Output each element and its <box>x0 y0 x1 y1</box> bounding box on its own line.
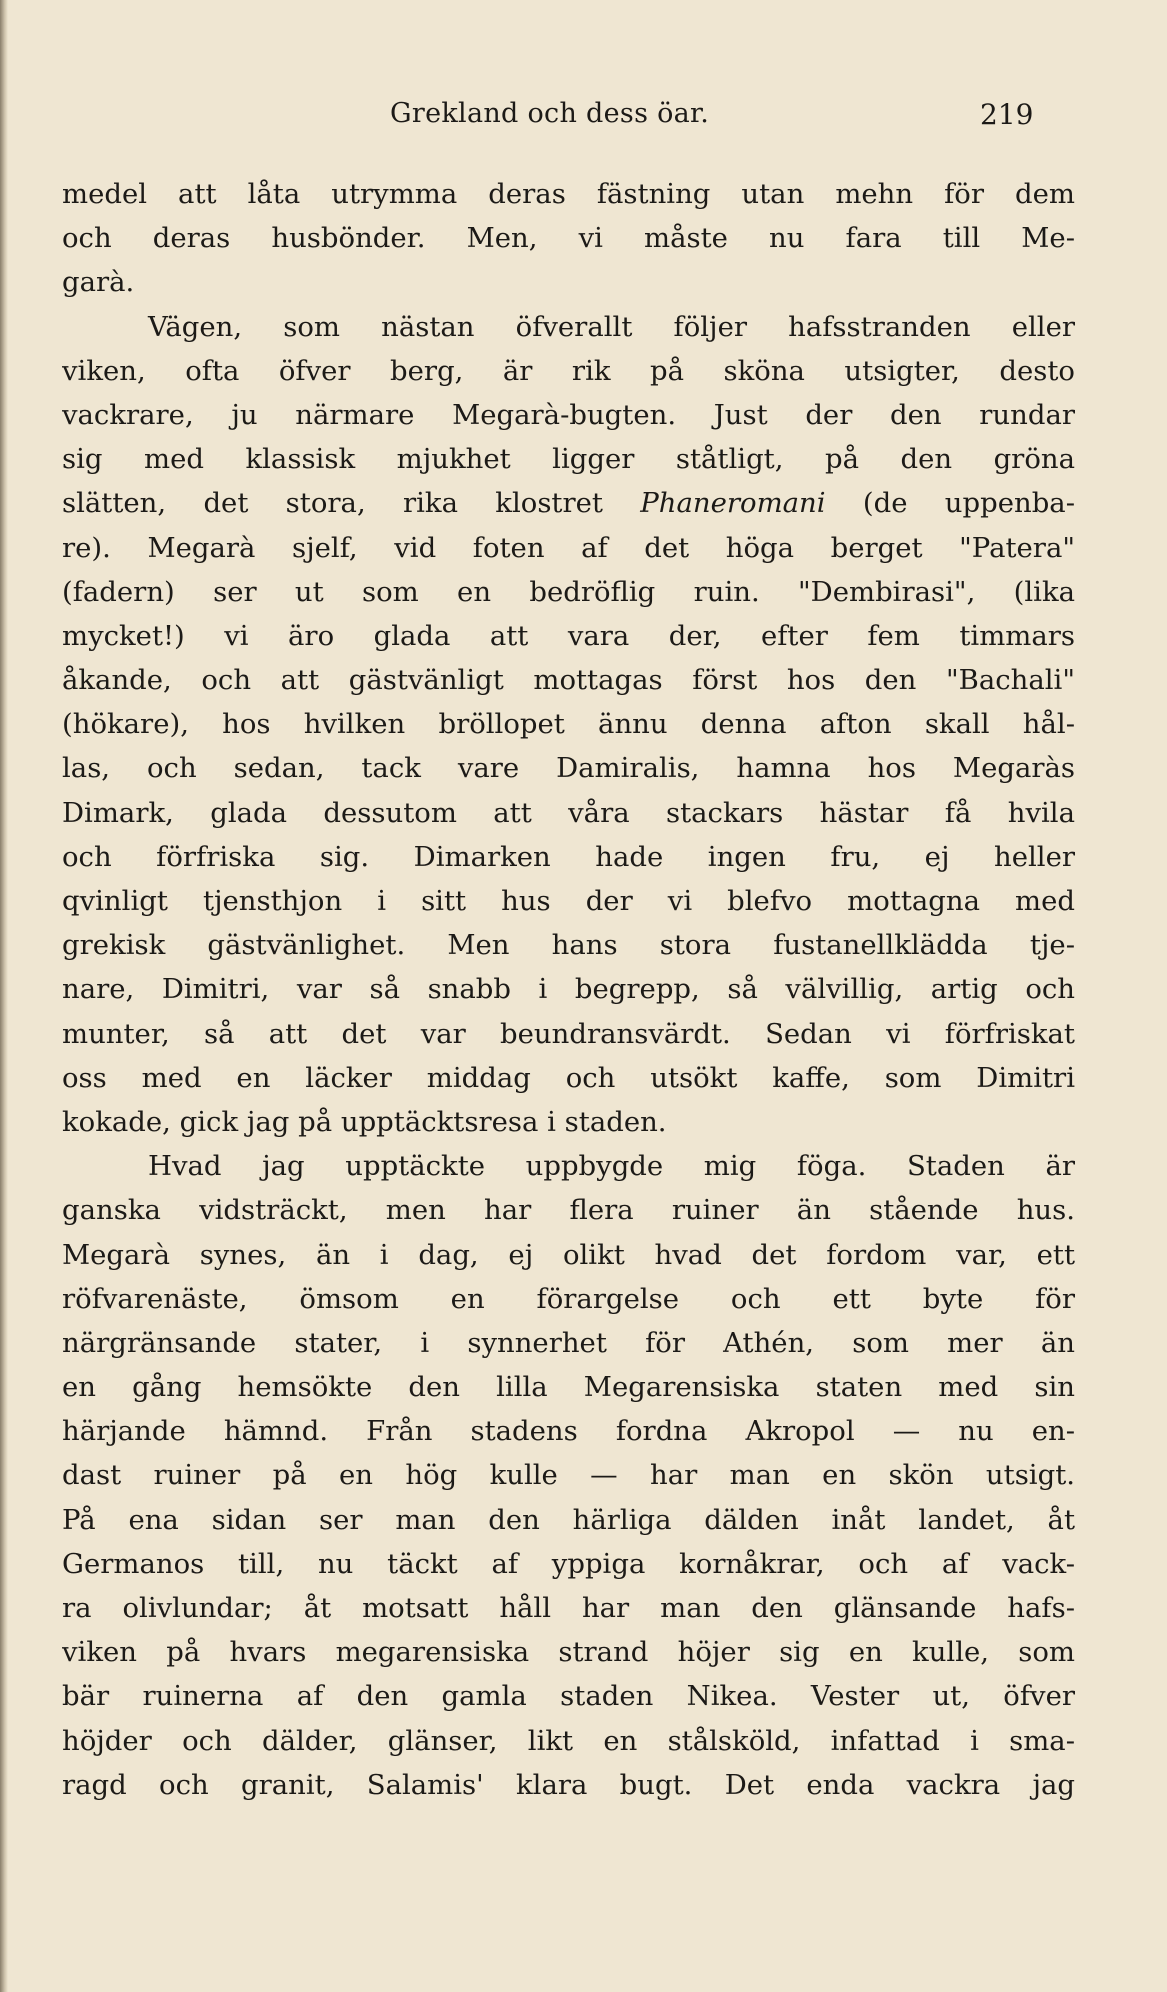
text-line: (fadern) ser ut som en bedröflig ruin. "Dembirasi", (lika <box>62 575 1075 608</box>
running-head <box>0 98 1167 138</box>
text-line: Germanos till, nu täckt af yppiga kornåkrar, och af vack- <box>62 1547 1075 1580</box>
text-line: åkande, och att gästvänligt mottagas först hos den "Bachali" <box>62 664 1075 697</box>
body-text <box>62 172 1075 1807</box>
text-line: och deras husbönder. Men, vi måste nu fara till Me- <box>62 222 1075 255</box>
text-line: Hvad jag upptäckte uppbygde mig föga. Staden är <box>148 1150 1075 1183</box>
text-line: sig med klassisk mjukhet ligger ståtligt, på den gröna <box>62 443 1075 476</box>
italic-word: Phaneromani <box>640 487 826 520</box>
text-line: grekisk gästvänlighet. Men hans stora fustanellklädda tje- <box>62 929 1075 962</box>
text-line: På ena sidan ser man den härliga dälden inåt landet, åt <box>62 1503 1075 1536</box>
text-line: vackrare, ju närmare Megarà-bugten. Just der den rundar <box>62 398 1075 431</box>
text-line <box>62 481 1075 525</box>
text-segment: (de uppenba- <box>862 487 1075 520</box>
text-line: garà. <box>62 266 135 299</box>
text-line: dast ruiner på en hög kulle — har man en skön utsigt. <box>62 1459 1075 1492</box>
running-title: Grekland och dess öar. <box>390 98 710 129</box>
page-edge <box>0 0 8 1992</box>
text-line: medel att låta utrymma deras fästning utan mehn för dem <box>62 178 1075 210</box>
text-line: ragd och granit, Salamis' klara bugt. Det enda vackra jag <box>62 1768 1075 1801</box>
text-line: en gång hemsökte den lilla Megarensiska staten med sin <box>62 1371 1075 1404</box>
text-segment: slätten, det stora, rika klostret <box>62 487 603 520</box>
text-line: oss med en läcker middag och utsökt kaffe, som Dimitri <box>62 1061 1075 1094</box>
text-line: bär ruinerna af den gamla staden Nikea. Vester ut, öfver <box>62 1680 1075 1713</box>
text-line: ganska vidsträckt, men har flera ruiner än stående hus. <box>62 1194 1075 1227</box>
text-line: röfvarenäste, ömsom en förargelse och ett byte för <box>62 1282 1075 1315</box>
text-line: (hökare), hos hvilken bröllopet ännu denna afton skall hål- <box>62 708 1075 741</box>
text-line: närgränsande stater, i synnerhet för Athén, som mer än <box>62 1326 1075 1359</box>
text-line: Megarà synes, än i dag, ej olikt hvad det fordom var, ett <box>62 1238 1075 1271</box>
text-line: kokade, gick jag på upptäcktsresa i staden. <box>62 1105 667 1138</box>
text-line: höjder och dälder, glänser, likt en stålsköld, infattad i sma- <box>62 1724 1075 1757</box>
text-line: härjande hämnd. Från stadens fordna Akropol — nu en- <box>62 1415 1075 1448</box>
text-line: munter, så att det var beundransvärdt. Sedan vi förfriskat <box>62 1017 1075 1050</box>
text-line: ra olivlundar; åt motsatt håll har man den glänsande hafs- <box>62 1592 1075 1624</box>
text-line: viken, ofta öfver berg, är rik på sköna utsigter, desto <box>62 354 1075 387</box>
text-line: re). Megarà sjelf, vid foten af det höga berget "Patera" <box>62 531 1075 564</box>
text-line: Vägen, som nästan öfverallt följer hafsstranden eller <box>148 310 1075 343</box>
text-line: las, och sedan, tack vare Damiralis, hamna hos Megaràs <box>62 752 1075 785</box>
text-line: Dimark, glada dessutom att våra stackars hästar få hvila <box>62 796 1075 829</box>
text-line: qvinligt tjensthjon i sitt hus der vi blefvo mottagna med <box>62 885 1075 917</box>
text-line: och förfriska sig. Dimarken hade ingen fru, ej heller <box>62 840 1075 873</box>
page-number: 219 <box>980 98 1034 131</box>
text-line: nare, Dimitri, var så snabb i begrepp, så välvillig, artig och <box>62 973 1075 1006</box>
text-line: viken på hvars megarensiska strand höjer sig en kulle, som <box>62 1636 1075 1669</box>
text-line: mycket!) vi äro glada att vara der, efter fem timmars <box>62 619 1075 652</box>
